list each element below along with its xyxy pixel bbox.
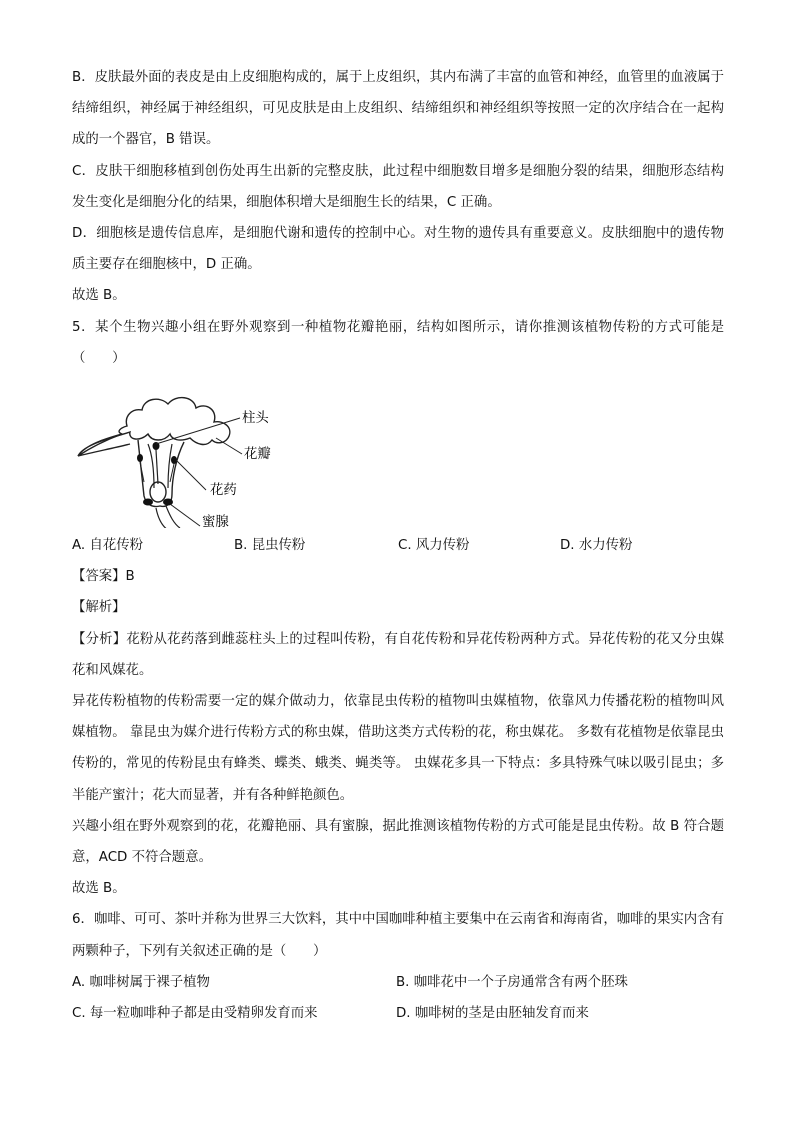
- q4-conclusion: 故选 B。: [72, 288, 126, 304]
- nectary-mark-1: [143, 499, 153, 506]
- q5-option-c: C. 风力传粉: [398, 538, 470, 554]
- q6-stem: 6．咖啡、可可、茶叶并称为世界三大饮料，其中中国咖啡种植主要集中在云南省和海南省，咖啡的果实内含有两颗种子，下列有关叙述正确的是（ ）: [72, 912, 724, 959]
- q5-detail: 异花传粉植物的传粉需要一定的媒介做动力，依靠昆虫传粉的植物叫虫媒植物，依靠风力传播花粉的植物叫风媒植物。 靠昆虫为媒介进行传粉方式的称虫媒，借助这类方式传粉的花，称虫媒花。 多数有花植物是依靠昆虫传粉的，常见的传粉昆虫有蜂类、蝶类、蛾类、蝇类等。 虫媒花多具一下特点：多具特殊气味以吸引昆虫；多半能产蜜汁；花大而显著，并有各种鲜艳颜色。: [72, 694, 724, 803]
- flower-tube-inner: [148, 444, 172, 488]
- ovary-mark: [150, 482, 166, 502]
- q6-options-row-2: [72, 998, 724, 1029]
- label-nectary: 蜜腺: [202, 515, 229, 529]
- q5-options: [72, 530, 724, 561]
- q6-option-d: D. 咖啡树的茎是由胚轴发育而来: [396, 1006, 589, 1022]
- q5-analysis-heading: 【解析】: [72, 600, 126, 616]
- nectary-mark-2: [163, 499, 173, 506]
- anther-mark-1: [137, 454, 143, 462]
- q4-option-b-explanation: B．皮肤最外面的表皮是由上皮细胞构成的，属于上皮组织，其内布满了丰富的血管和神经，血管里的血液属于结缔组织，神经属于神经组织，可见皮肤是由上皮组织、结缔组织和神经组织等按照一定的次序结合在一起构成的一个器官，B 错误。: [72, 70, 724, 148]
- flower-left-petal: [78, 434, 130, 456]
- flower-tube: [138, 440, 184, 507]
- document-page: [72, 62, 724, 1029]
- q6-option-b: B. 咖啡花中一个子房通常含有两个胚珠: [396, 974, 628, 990]
- label-petal: 花瓣: [244, 447, 271, 463]
- label-stigma: 柱头: [242, 411, 269, 427]
- q6-options-row-1: [72, 967, 724, 998]
- q4-option-c-explanation: C．皮肤干细胞移植到创伤处再生出新的完整皮肤，此过程中细胞数目增多是细胞分裂的结果，细胞形态结构发生变化是细胞分化的结果，细胞体积增大是细胞生长的结果，C 正确。: [72, 163, 724, 210]
- flower-diagram: [72, 378, 332, 528]
- q5-answer: 【答案】B: [72, 569, 135, 585]
- q5-option-b: B. 昆虫传粉: [234, 538, 306, 554]
- label-anther: 花药: [210, 483, 237, 499]
- q5-analysis: 【分析】花粉从花药落到雌蕊柱头上的过程叫传粉，有自花传粉和异花传粉两种方式。异花传粉的花又分虫媒花和风媒花。: [72, 631, 724, 678]
- q5-option-a: A. 自花传粉: [72, 538, 143, 554]
- q6-option-c: C. 每一粒咖啡种子都是由受精卵发育而来: [72, 1006, 318, 1022]
- style-line: [156, 450, 158, 484]
- q5-option-d: D. 水力传粉: [560, 538, 633, 554]
- flower-structure-figure: [72, 378, 724, 528]
- q4-option-d-explanation: D．细胞核是遗传信息库，是细胞代谢和遗传的控制中心。对生物的遗传具有重要意义。皮肤细胞中的遗传物质主要存在细胞核中，D 正确。: [72, 226, 724, 273]
- q5-conclusion: 故选 B。: [72, 881, 126, 897]
- q6-option-a: A. 咖啡树属于裸子植物: [72, 974, 210, 990]
- q5-solution: 兴趣小组在野外观察到的花，花瓣艳丽、具有蜜腺，据此推测该植物传粉的方式可能是昆虫传粉。故 B 符合题意，ACD 不符合题意。: [72, 818, 724, 866]
- q5-stem: 5．某个生物兴趣小组在野外观察到一种植物花瓣艳丽，结构如图所示，请你推测该植物传粉的方式可能是（ ）: [72, 319, 724, 366]
